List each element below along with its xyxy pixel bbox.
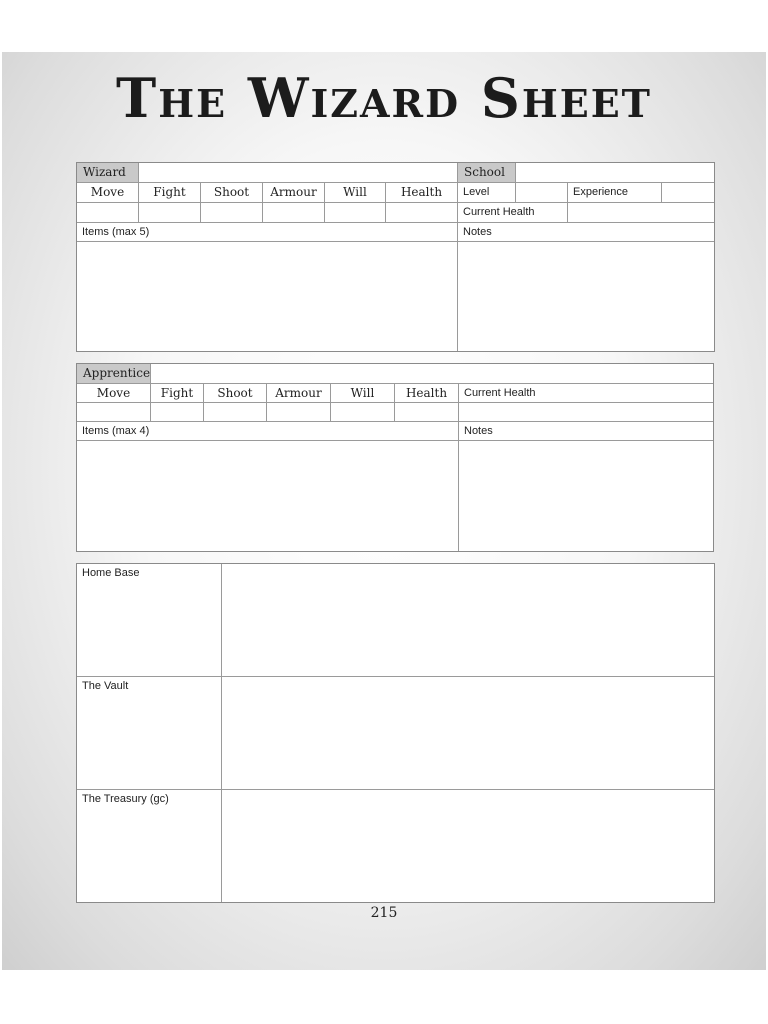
wizard-stat-armour: Armour xyxy=(263,183,325,203)
level-field[interactable] xyxy=(516,183,568,203)
wizard-stat-fight: Fight xyxy=(139,183,201,203)
wizard-stat-move: Move xyxy=(77,183,139,203)
wizard-fight-value[interactable] xyxy=(139,203,201,223)
wizard-notes-area[interactable] xyxy=(458,242,714,351)
wizard-move-value[interactable] xyxy=(77,203,139,223)
apprentice-stat-fight: Fight xyxy=(151,384,204,403)
apprentice-section xyxy=(76,363,714,552)
wizard-section xyxy=(76,162,715,352)
apprentice-stat-armour: Armour xyxy=(267,384,331,403)
apprentice-stat-health: Health xyxy=(395,384,459,403)
wizard-stat-health: Health xyxy=(386,183,458,203)
apprentice-fight-value[interactable] xyxy=(151,403,204,422)
apprentice-notes-area[interactable] xyxy=(459,441,713,551)
school-field[interactable] xyxy=(516,163,714,183)
apprentice-notes-label: Notes xyxy=(459,422,713,441)
apprentice-name-field[interactable] xyxy=(151,364,713,384)
wizard-shoot-value[interactable] xyxy=(201,203,263,223)
apprentice-current-health-field[interactable] xyxy=(459,403,713,422)
apprentice-armour-value[interactable] xyxy=(267,403,331,422)
wizard-current-health-field[interactable] xyxy=(568,203,714,223)
home-base-area[interactable] xyxy=(222,564,714,677)
treasury-area[interactable] xyxy=(222,790,714,902)
base-section xyxy=(76,563,715,903)
wizard-will-value[interactable] xyxy=(325,203,386,223)
apprentice-shoot-value[interactable] xyxy=(204,403,267,422)
experience-label: Experience xyxy=(568,183,662,203)
treasury-label: The Treasury (gc) xyxy=(77,790,222,902)
wizard-armour-value[interactable] xyxy=(263,203,325,223)
apprentice-stat-will: Will xyxy=(331,384,395,403)
wizard-current-health-label: Current Health xyxy=(458,203,568,223)
apprentice-header: Apprentice xyxy=(77,364,151,384)
apprentice-stat-shoot: Shoot xyxy=(204,384,267,403)
wizard-items-label: Items (max 5) xyxy=(77,223,458,242)
apprentice-items-label: Items (max 4) xyxy=(77,422,459,441)
wizard-notes-label: Notes xyxy=(458,223,714,242)
wizard-stat-shoot: Shoot xyxy=(201,183,263,203)
page-number: 215 xyxy=(370,905,398,921)
wizard-name-field[interactable] xyxy=(139,163,458,183)
experience-field[interactable] xyxy=(662,183,714,203)
page-title: The Wizard Sheet xyxy=(116,66,652,130)
wizard-health-value[interactable] xyxy=(386,203,458,223)
apprentice-stat-move: Move xyxy=(77,384,151,403)
vault-label: The Vault xyxy=(77,677,222,790)
apprentice-move-value[interactable] xyxy=(77,403,151,422)
apprentice-items-area[interactable] xyxy=(77,441,459,551)
school-header: School xyxy=(458,163,516,183)
apprentice-will-value[interactable] xyxy=(331,403,395,422)
wizard-items-area[interactable] xyxy=(77,242,458,351)
apprentice-current-health-label: Current Health xyxy=(459,384,713,403)
apprentice-health-value[interactable] xyxy=(395,403,459,422)
home-base-label: Home Base xyxy=(77,564,222,677)
vault-area[interactable] xyxy=(222,677,714,790)
wizard-stat-will: Will xyxy=(325,183,386,203)
level-label: Level xyxy=(458,183,516,203)
wizard-header: Wizard xyxy=(77,163,139,183)
